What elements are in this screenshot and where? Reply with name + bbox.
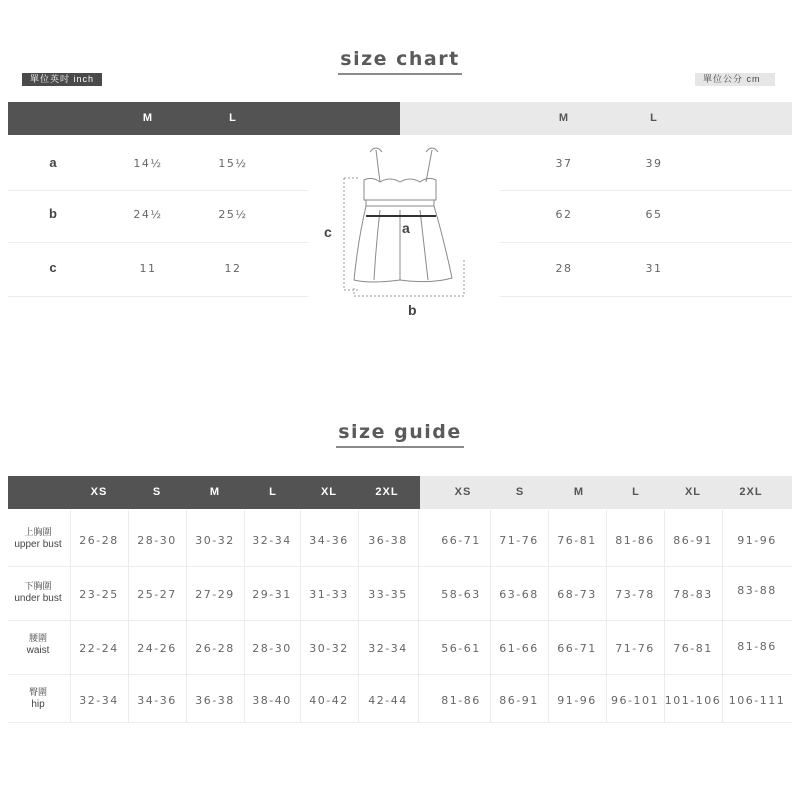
guide-cell: 22-24 xyxy=(79,642,119,655)
waistband xyxy=(366,200,434,206)
guide-cell: 91-96 xyxy=(737,534,777,547)
guide-cell: 34-36 xyxy=(309,534,349,547)
chart-inch-header-m: M xyxy=(142,112,154,124)
guide-cell: 30-32 xyxy=(195,534,235,547)
skirt xyxy=(354,206,452,282)
guide-row-label-upper-bust xyxy=(6,526,70,552)
guide-inch-header xyxy=(8,476,420,509)
chart-a-cm-l: 39 xyxy=(645,157,663,170)
size-guide-title: size guide xyxy=(0,421,800,448)
diagram-label-b: b xyxy=(408,302,417,318)
guide-cell: 86-91 xyxy=(673,534,713,547)
guide-inch-header-s: S xyxy=(152,486,162,498)
guide-row-divider xyxy=(8,566,792,567)
guide-cell: 32-34 xyxy=(79,694,119,707)
label-zh: 上胸圍 xyxy=(24,527,52,537)
diagram-label-c: c xyxy=(324,224,332,240)
guide-cell: 38-40 xyxy=(252,694,292,707)
guide-cell: 78-83 xyxy=(673,588,713,601)
chart-b-cm-m: 62 xyxy=(555,208,573,221)
guide-inch-header-m: M xyxy=(209,486,221,498)
guide-cell: 26-28 xyxy=(195,642,235,655)
guide-cell: 96-101 xyxy=(611,694,659,707)
chart-row-divider xyxy=(8,242,308,243)
skirt-fold xyxy=(374,210,380,280)
bodice xyxy=(364,178,436,200)
guide-cell: 58-63 xyxy=(441,588,481,601)
guide-cell: 81-86 xyxy=(737,640,777,653)
guide-cell: 32-34 xyxy=(252,534,292,547)
guide-cell: 25-27 xyxy=(137,588,177,601)
garment-diagram xyxy=(320,140,480,300)
guide-cell: 76-81 xyxy=(673,642,713,655)
guide-cell: 36-38 xyxy=(195,694,235,707)
chart-row-divider xyxy=(8,296,308,297)
guide-row-label-under-bust xyxy=(6,580,70,606)
skirt-fold xyxy=(420,210,428,280)
guide-cell: 26-28 xyxy=(79,534,119,547)
chart-row-label-b: b xyxy=(49,206,57,221)
guide-cell: 81-86 xyxy=(441,694,481,707)
chart-c-inch-m: 11 xyxy=(139,262,157,275)
guide-cell: 61-66 xyxy=(499,642,539,655)
guide-cell: 28-30 xyxy=(252,642,292,655)
chart-row-divider xyxy=(500,296,792,297)
guide-cell: 56-61 xyxy=(441,642,481,655)
chart-a-inch-l: 15½ xyxy=(218,157,248,170)
unit-inch-tag: 單位英吋 inch xyxy=(22,73,102,86)
guide-cm-header-m: M xyxy=(573,486,585,498)
guide-inch-header-xs: XS xyxy=(90,486,108,498)
guide-cell: 101-106 xyxy=(664,694,722,707)
guide-cell: 71-76 xyxy=(615,642,655,655)
chart-row-divider xyxy=(8,190,308,191)
label-zh: 腰圍 xyxy=(28,633,47,643)
guide-cell: 40-42 xyxy=(309,694,349,707)
label-en: under bust xyxy=(14,593,62,604)
label-zh: 下胸圍 xyxy=(24,581,52,591)
guide-cell: 81-86 xyxy=(615,534,655,547)
guide-cell: 71-76 xyxy=(499,534,539,547)
chart-c-cm-m: 28 xyxy=(555,262,573,275)
guide-cell: 42-44 xyxy=(368,694,408,707)
guide-cell: 23-25 xyxy=(79,588,119,601)
label-en: upper bust xyxy=(14,539,62,550)
chart-b-cm-l: 65 xyxy=(645,208,663,221)
guide-cell: 66-71 xyxy=(441,534,481,547)
chart-row-label-a: a xyxy=(49,155,57,170)
guide-cell: 30-32 xyxy=(309,642,349,655)
guide-cell: 33-35 xyxy=(368,588,408,601)
guide-row-divider xyxy=(8,620,792,621)
chart-c-inch-l: 12 xyxy=(224,262,242,275)
guide-cell: 76-81 xyxy=(557,534,597,547)
guide-row-label-waist xyxy=(6,632,70,658)
guide-cell: 68-73 xyxy=(557,588,597,601)
guide-cell: 31-33 xyxy=(309,588,349,601)
guide-cell: 73-78 xyxy=(615,588,655,601)
guide-cell: 34-36 xyxy=(137,694,177,707)
guide-cell: 28-30 xyxy=(137,534,177,547)
guide-cell: 66-71 xyxy=(557,642,597,655)
guide-cell: 32-34 xyxy=(368,642,408,655)
guide-inch-header-2xl: 2XL xyxy=(375,486,399,498)
chart-row-divider xyxy=(500,190,792,191)
size-chart-title: size chart xyxy=(0,48,800,75)
unit-cm-tag: 單位公分 cm xyxy=(695,73,775,86)
label-zh: 臀圍 xyxy=(28,687,47,697)
label-en: hip xyxy=(31,699,45,710)
chart-b-inch-l: 25½ xyxy=(218,208,248,221)
chart-c-cm-l: 31 xyxy=(645,262,663,275)
chart-row-label-c: c xyxy=(49,260,57,275)
right-strap xyxy=(426,150,432,182)
guide-row-label-hip xyxy=(6,686,70,712)
guide-cm-header-xs: XS xyxy=(454,486,472,498)
guide-cell: 86-91 xyxy=(499,694,539,707)
chart-a-cm-m: 37 xyxy=(555,157,573,170)
label-en: waist xyxy=(26,645,50,656)
chart-row-divider xyxy=(500,242,792,243)
chart-inch-header-l: L xyxy=(229,112,237,124)
guide-cell: 29-31 xyxy=(252,588,292,601)
chart-cm-header xyxy=(400,102,792,135)
guide-cm-header-s: S xyxy=(515,486,525,498)
chart-cm-header-m: M xyxy=(558,112,570,124)
guide-cell: 91-96 xyxy=(557,694,597,707)
guide-cell: 24-26 xyxy=(137,642,177,655)
diagram-label-a: a xyxy=(402,220,410,236)
guide-cell: 63-68 xyxy=(499,588,539,601)
guide-col-divider xyxy=(418,510,419,722)
guide-inch-header-l: L xyxy=(269,486,277,498)
guide-cell: 36-38 xyxy=(368,534,408,547)
chart-inch-header xyxy=(8,102,400,135)
guide-cell: 106-111 xyxy=(728,694,786,707)
guide-cell: 27-29 xyxy=(195,588,235,601)
guide-cm-header xyxy=(420,476,792,509)
guide-cm-header-2xl: 2XL xyxy=(739,486,763,498)
guide-inch-header-xl: XL xyxy=(320,486,338,498)
guide-cm-header-xl: XL xyxy=(684,486,702,498)
guide-cell: 83-88 xyxy=(737,584,777,597)
left-strap xyxy=(376,150,380,182)
chart-b-inch-m: 24½ xyxy=(133,208,163,221)
chart-a-inch-m: 14½ xyxy=(133,157,163,170)
guide-row-divider xyxy=(8,674,792,675)
guide-cm-header-l: L xyxy=(632,486,640,498)
guide-row-divider xyxy=(8,722,792,723)
chart-cm-header-l: L xyxy=(650,112,658,124)
